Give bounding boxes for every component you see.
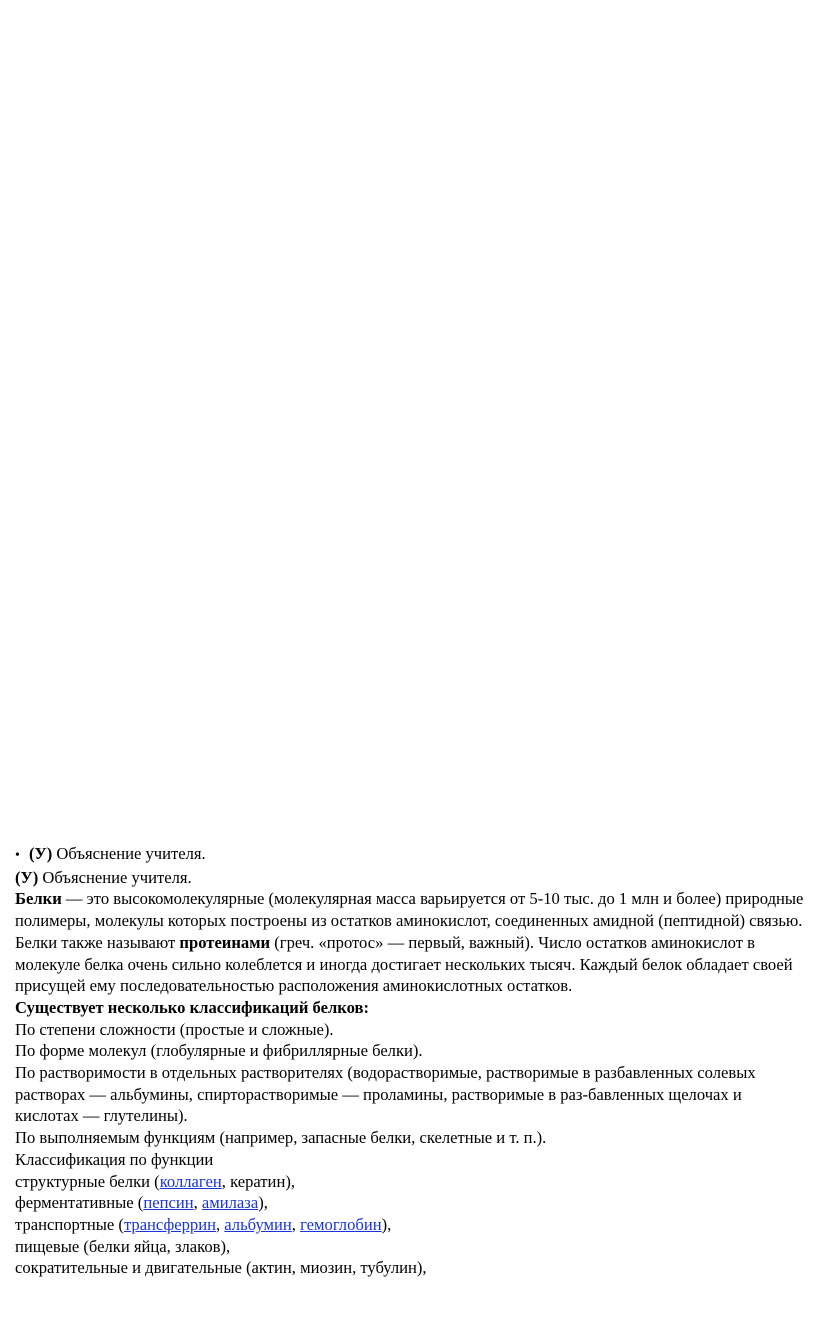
- bullet-text: Объяснение учителя.: [52, 844, 206, 863]
- food-proteins-line: пищевые (белки яйца, злаков),: [15, 1236, 231, 1256]
- teacher-label: (У): [15, 867, 39, 887]
- definition-paragraph: [15, 888, 805, 931]
- link-amylase[interactable]: амилаза: [201, 1193, 259, 1213]
- classification-shape: По форме молекул (глобулярные и фибриллярные белки).: [15, 1041, 423, 1061]
- classification-complexity: По степени сложности (простые и сложные).: [15, 1019, 334, 1039]
- proteins-paragraph: [15, 932, 805, 997]
- bullet-icon: •: [15, 848, 20, 863]
- teacher-explanation-line: [15, 867, 805, 889]
- link-albumin[interactable]: альбумин: [224, 1214, 292, 1234]
- enzymatic-proteins-line: ферментативные (пепсин, амилаза),: [15, 1193, 268, 1213]
- link-hemoglobin[interactable]: гемоглобин: [300, 1214, 382, 1234]
- proteins-term: протеинами: [179, 932, 271, 952]
- link-pepsin[interactable]: пепсин: [143, 1193, 194, 1213]
- bullet-label: (У): [29, 844, 53, 863]
- proteins-before: Белки также называют: [15, 932, 180, 952]
- link-transferrin[interactable]: трансферрин: [123, 1214, 216, 1234]
- structural-proteins-line: структурные белки (коллаген, кератин),: [15, 1171, 295, 1191]
- bullet-item: [15, 843, 805, 867]
- document-body: [15, 843, 805, 1279]
- classification-function-examples: По выполняемым функциям (например, запасные белки, скелетные и т. п.).: [15, 1128, 547, 1148]
- definition-text: — это высокомолекулярные (молекулярная масса варьируется от 5-10 тыс. до 1 млн и более) природные полимеры, молекулы которых построены из остатков аминокислот, соединенных амидной (пептидной) связью.: [15, 889, 804, 931]
- classification-heading: Существует несколько классификаций белков:: [15, 997, 369, 1017]
- classification-by-function: Классификация по функции: [15, 1149, 214, 1169]
- transport-proteins-line: транспортные (трансферрин, альбумин, гемоглобин),: [15, 1214, 392, 1234]
- definition-term: Белки: [15, 889, 62, 909]
- teacher-text: Объяснение учителя.: [38, 867, 192, 887]
- proteins-after: (греч. «протос» — первый, важный). Число остатков аминокислот в молекуле белка очень сильно колеблется и иногда достигает нескольких тысяч. Каждый белок обладает своей присущей ему последовательностью расположения аминокислотных остатков.: [15, 932, 793, 996]
- classification-solubility: По растворимости в отдельных растворителях (водорастворимые, растворимые в разбавленных солевых растворах — альбумины, спирторастворимые — проламины, растворимые в раз-бавленных щелочах и кислотах — глутелины).: [15, 1063, 756, 1126]
- contractile-proteins-line: сократительные и двигательные (актин, миозин, тубулин),: [15, 1258, 427, 1278]
- link-collagen[interactable]: коллаген: [159, 1171, 222, 1191]
